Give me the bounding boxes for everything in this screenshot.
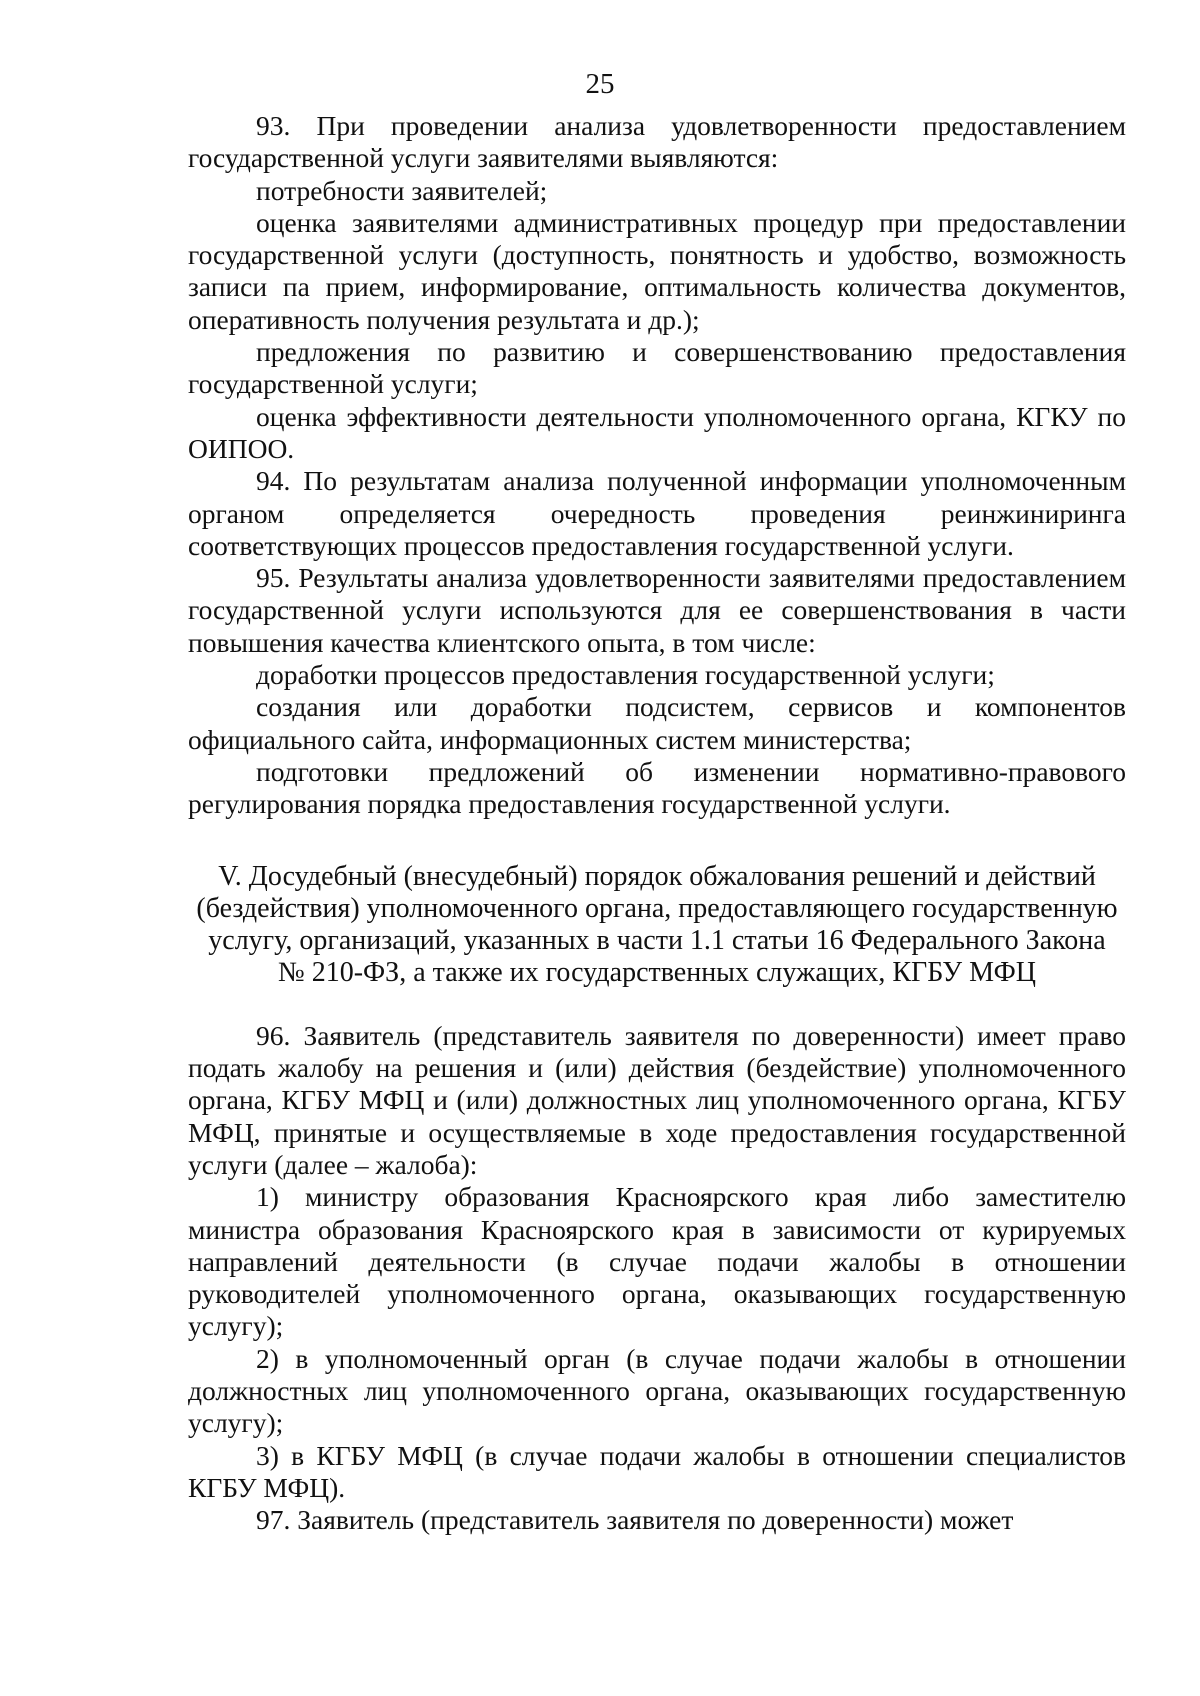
section-heading	[188, 861, 1126, 990]
list-item-efficiency: оценка эффективности деятельности уполномоченного органа, КГКУ по ОИПОО.	[188, 400, 1126, 464]
paragraph-96: 96. Заявитель (представитель заявителя по доверенности) имеет право подать жалобу на решения и (или) действия (бездействие) уполномоченного органа, КГБУ МФЦ и (или) должностных лиц уполномоченного органа, КГБУ МФЦ, принятые и осуществляемые в ходе предоставления государственной услуги (далее – жалоба):	[188, 1019, 1126, 1180]
list-item-subsystems: создания или доработки подсистем, сервисов и компонентов официального сайта, информационных систем министерства;	[188, 691, 1126, 755]
paragraph-97: 97. Заявитель (представитель заявителя по доверенности) может	[256, 1504, 1014, 1536]
heading-line: № 210-ФЗ, а также их государственных служащих, КГБУ МФЦ	[278, 957, 1036, 989]
heading-line: V. Досудебный (внесудебный) порядок обжалования решений и действий	[218, 860, 1096, 892]
list-item-authority: 2) в уполномоченный орган (в случае подачи жалобы в отношении должностных лиц уполномоченного органа, оказывающих государственную услугу);	[188, 1342, 1126, 1439]
document-body	[188, 110, 1126, 1536]
heading-line: услугу, организаций, указанных в части 1.1 статьи 16 Федерального Закона	[208, 925, 1106, 957]
list-item-processes: доработки процессов предоставления государственной услуги;	[256, 659, 995, 691]
list-item-minister: 1) министру образования Красноярского края либо заместителю министра образования Красноярского края в зависимости от курируемых направлений деятельности (в случае подачи жалобы в отношении руководителей уполномоченного органа, оказывающих государственную услугу);	[188, 1181, 1126, 1342]
paragraph-94: 94. По результатам анализа полученной информации уполномоченным органом определяется очередность проведения реинжиниринга соответствующих процессов предоставления государственной услуги.	[188, 465, 1126, 561]
list-item-regulation: подготовки предложений об изменении нормативно-правового регулирования порядка предоставления государственной услуги.	[188, 755, 1126, 820]
paragraph-93: 93. При проведении анализа удовлетворенности предоставлением государственной услуги заявителями выявляются:	[188, 110, 1126, 174]
list-item-proposals: предложения по развитию и совершенствованию предоставления государственной услуги;	[188, 336, 1126, 400]
list-item-assessment: оценка заявителями административных процедур при предоставлении государственной услуги (доступность, понятность и удобство, возможность записи па прием, информирование, оптимальность количества документов, оперативность получения результата и др.);	[188, 206, 1126, 335]
paragraph-95: 95. Результаты анализа удовлетворенности заявителями предоставлением государственной услуги используются для ее совершенствования в части повышения качества клиентского опыта, в том числе:	[188, 562, 1126, 658]
list-item-needs: потребности заявителей;	[256, 174, 548, 206]
page-number: 25	[585, 68, 615, 100]
list-item-mfc: 3) в КГБУ МФЦ (в случае подачи жалобы в отношении специалистов КГБУ МФЦ).	[188, 1439, 1126, 1503]
heading-line: (бездействия) уполномоченного органа, предоставляющего государственную	[196, 892, 1118, 924]
